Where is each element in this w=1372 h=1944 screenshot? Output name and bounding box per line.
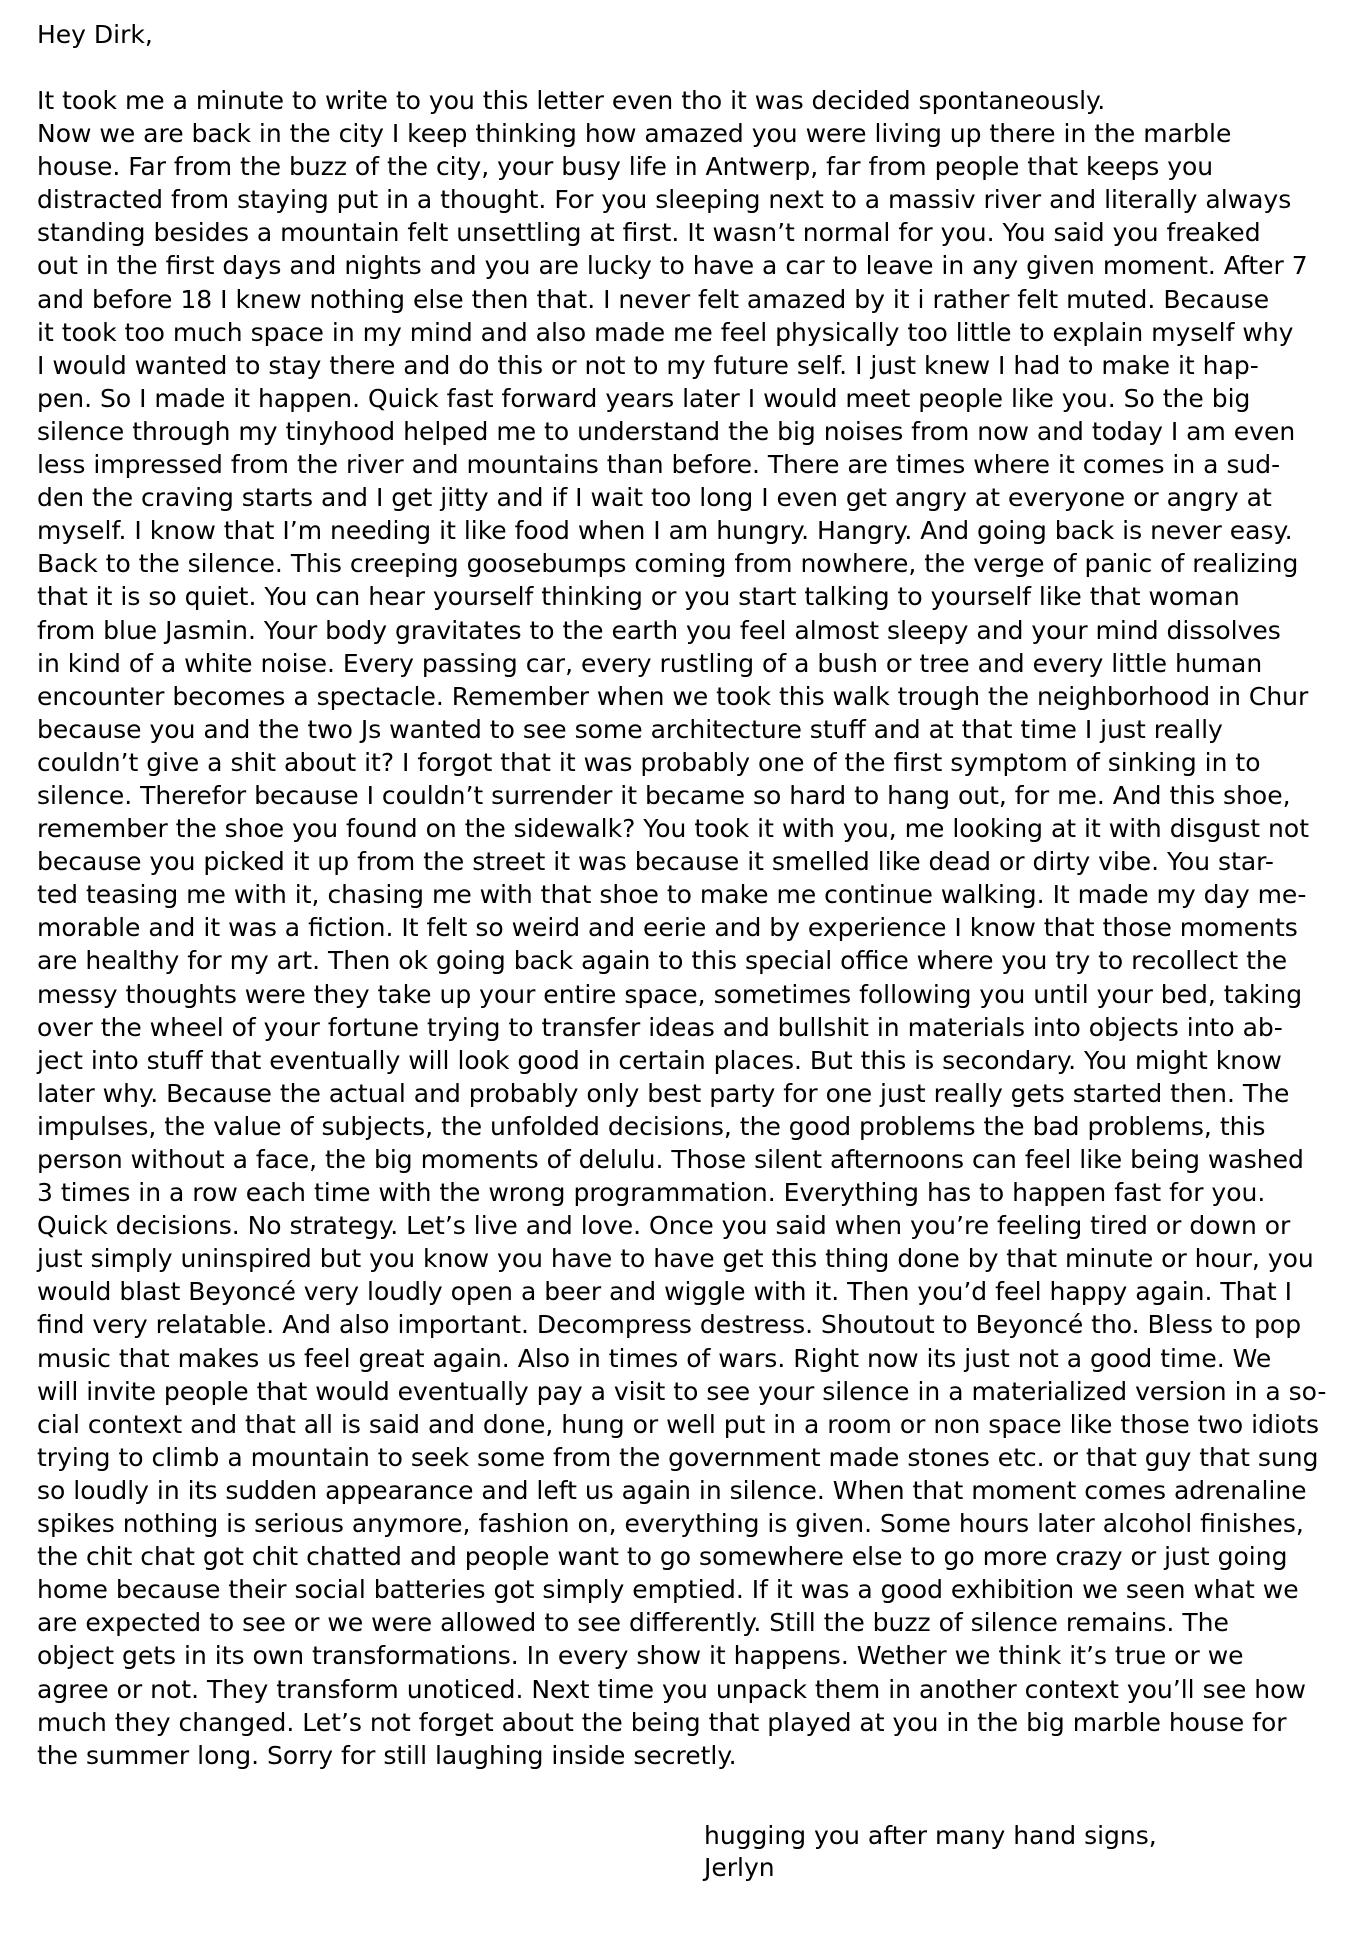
body-line: just simply uninspired but you know you have to have get this thing done by that minute or hour, you (37, 1244, 1314, 1274)
letter-body (37, 84, 1357, 1772)
body-line: person without a face, the big moments of delulu. Those silent afternoons can feel like being washed (37, 1145, 1304, 1174)
body-line: out in the first days and nights and you are lucky to have a car to leave in any given moment. After 7 (37, 251, 1308, 281)
body-line: are healthy for my art. Then ok going back again to this special office where you try to recollect the (37, 946, 1288, 976)
body-line: Now we are back in the city I keep thinking how amazed you were living up there in the marble (37, 119, 1232, 149)
body-line: would blast Beyoncé very loudly open a beer and wiggle with it. Then you’d feel happy again. That I (37, 1277, 1292, 1307)
body-line: much they changed. Let’s not forget about the being that played at you in the big marble house for (37, 1707, 1287, 1737)
salutation: Hey Dirk, (37, 20, 153, 49)
closing-line: hugging you after many hand signs, (704, 1821, 1157, 1850)
body-line: from blue Jasmin. Your body gravitates to the earth you feel almost sleepy and your mind dissolves (37, 615, 1281, 645)
body-line: impulses, the value of subjects, the unfolded decisions, the good problems the bad problems, this (37, 1111, 1266, 1141)
body-line: home because their social batteries got simply emptied. If it was a good exhibition we seen what we (37, 1575, 1299, 1605)
body-line: It took me a minute to write to you this letter even tho it was decided spontaneously. (37, 86, 1106, 115)
body-line: den the craving starts and I get jitty and if I wait too long I even get angry at everyone or angry at (37, 483, 1272, 513)
body-line: over the wheel of your fortune trying to transfer ideas and bullshit in materials into objects into ab- (37, 1012, 1283, 1042)
body-line: I would wanted to stay there and do this or not to my future self. I just knew I had to make it hap- (37, 350, 1259, 380)
body-line: the summer long. Sorry for still laughing inside secretly. (37, 1740, 737, 1770)
body-line: morable and it was a fiction. It felt so weird and eerie and by experience I know that those moments (37, 913, 1298, 943)
body-line: pen. So I made it happen. Quick fast forward years later I would meet people like you. So the big (37, 383, 1251, 413)
body-line: 3 times in a row each time with the wrong programmation. Everything has to happen fast for you. (37, 1178, 1266, 1208)
body-line: find very relatable. And also important. Decompress destress. Shoutout to Beyoncé tho. Bless to pop (37, 1310, 1302, 1340)
body-line: cial context and that all is said and done, hung or well put in a room or non space like those two idiots (37, 1409, 1320, 1439)
body-line: less impressed from the river and mountains than before. There are times where it comes in a sud- (37, 450, 1281, 480)
body-line: ject into stuff that eventually will look good in certain places. But this is secondary. You might know (37, 1045, 1282, 1075)
body-line: Back to the silence. This creeping goosebumps coming from nowhere, the verge of panic of realizing (37, 549, 1299, 579)
body-line: that it is so quiet. You can hear yourself thinking or you start talking to yourself like that woman (37, 582, 1240, 612)
body-line: Quick decisions. No strategy. Let’s live and love. Once you said when you’re feeling tired or down or (37, 1211, 1291, 1241)
body-line: standing besides a mountain felt unsettling at first. It wasn’t normal for you. You said you freaked (37, 218, 1261, 248)
body-line: because you and the two Js wanted to see some architecture stuff and at that time I just really (37, 714, 1223, 744)
body-line: so loudly in its sudden appearance and left us again in silence. When that moment comes adrenaline (37, 1475, 1307, 1505)
body-line: myself. I know that I’m needing it like food when I am hungry. Hangry. And going back is never easy. (37, 516, 1293, 546)
body-line: will invite people that would eventually pay a visit to see your silence in a materialized version in a so- (37, 1376, 1327, 1406)
body-line: messy thoughts were they take up your entire space, sometimes following you until your bed, taking (37, 979, 1303, 1009)
body-line: agree or not. They transform unoticed. Next time you unpack them in another context you’ll see how (37, 1674, 1306, 1704)
body-line: in kind of a white noise. Every passing car, every rustling of a bush or tree and every little human (37, 648, 1263, 678)
body-line: the chit chat got chit chatted and people want to go somewhere else to go more crazy or just going (37, 1542, 1288, 1572)
body-line: ted teasing me with it, chasing me with that shoe to make me continue walking. It made my day me- (37, 880, 1307, 910)
body-line: spikes nothing is serious anymore, fashion on, everything is given. Some hours later alcohol finishes, (37, 1509, 1304, 1539)
body-line: music that makes us feel great again. Also in times of wars. Right now its just not a good time. We (37, 1343, 1272, 1373)
body-line: silence through my tinyhood helped me to understand the big noises from now and today I am even (37, 416, 1296, 446)
body-line: because you picked it up from the street it was because it smelled like dead or dirty vibe. You star- (37, 847, 1274, 877)
body-line: remember the shoe you found on the sidewalk? You took it with you, me looking at it with disgust not (37, 814, 1309, 844)
body-line: object gets in its own transformations. In every show it happens. Wether we think it’s true or we (37, 1641, 1244, 1671)
body-line: trying to climb a mountain to seek some from the government made stones etc. or that guy that sung (37, 1442, 1319, 1472)
body-line: encounter becomes a spectacle. Remember when we took this walk trough the neighborhood in Chur (37, 681, 1309, 711)
signature: Jerlyn (704, 1853, 775, 1882)
body-line: it took too much space in my mind and also made me feel physically too little to explain myself why (37, 317, 1294, 347)
closing-block (704, 1820, 1157, 1884)
body-line: distracted from staying put in a thought. For you sleeping next to a massiv river and literally always (37, 185, 1292, 215)
body-line: later why. Because the actual and probably only best party for one just really gets started then. The (37, 1078, 1290, 1108)
body-line: and before 18 I knew nothing else then that. I never felt amazed by it i rather felt muted. Because (37, 284, 1270, 314)
body-line: house. Far from the buzz of the city, your busy life in Antwerp, far from people that keeps you (37, 152, 1214, 182)
body-line: couldn’t give a shit about it? I forgot that it was probably one of the first symptom of sinking in to (37, 747, 1261, 777)
body-line: are expected to see or we were allowed to see differently. Still the buzz of silence remains. The (37, 1608, 1229, 1638)
body-line: silence. Therefor because I couldn’t surrender it became so hard to hang out, for me. And this shoe, (37, 780, 1291, 810)
